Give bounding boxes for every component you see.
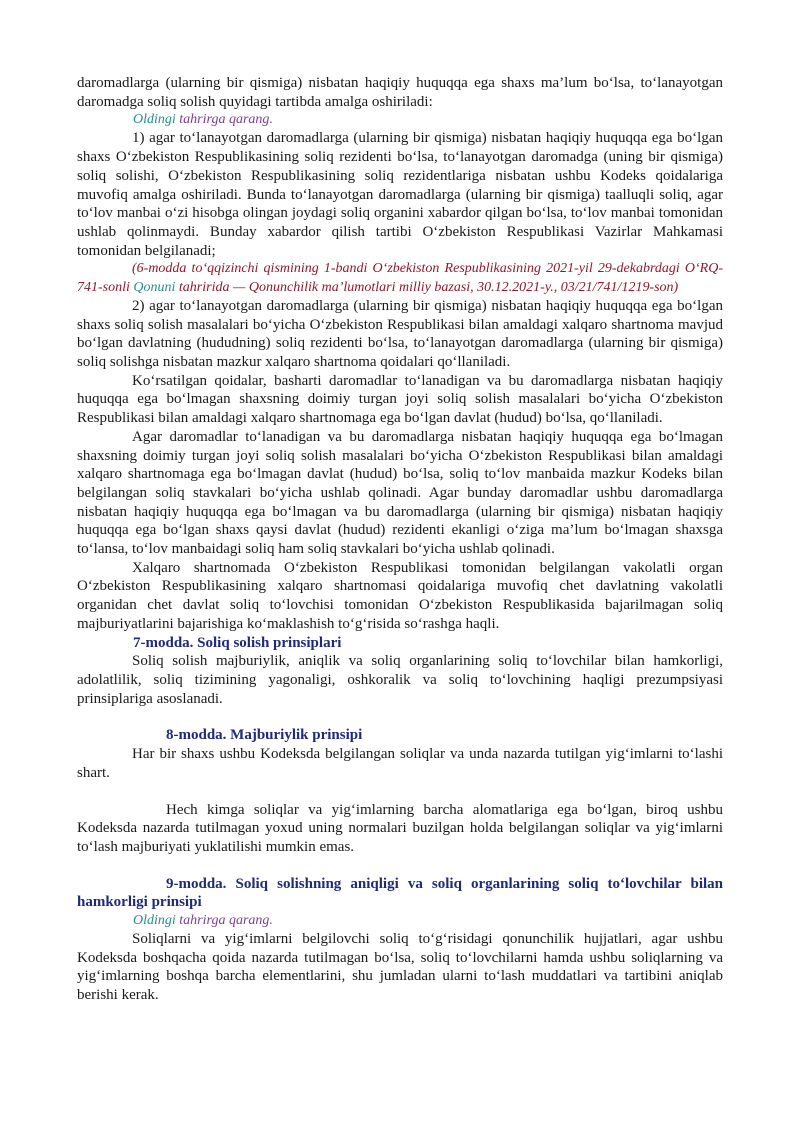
article-8-text-2: Hech kimga soliqlar va yig‘imlarning barcha alomatlariga ega bo‘lgan, biroq ushbu Kodeksda nazarda tutilmagan yoxud uning normalari buzilgan holda belgilangan soliqlar va yig‘imlarni to‘lash majburiyati yuklatilishi mumkin emas. (77, 801, 723, 855)
previous-edition-note-text: tahrirga qarang. (175, 913, 273, 929)
article-7-text: Soliq solish majburiylik, aniqlik va soliq organlarining soliq to‘lovchilar bilan hamkorligi, adolatlilik, soliq tizimining yagonaligi, oshkoralik va soliq to‘lovchining haqligi prezumpsiyasi prinsiplariga asoslanadi. (77, 653, 723, 707)
paragraph-item-2: 2) agar to‘lanayotgan daromadlarga (ularning bir qismiga) nisbatan haqiqiy huquqqa ega bo‘lgan shaxs soliq solish masalalari bo‘yicha O‘zbekiston Respublikasi bilan amaldagi xalqaro shartnoma mavjud bo‘lgan davlatning (hududning) soliq rezidenti bo‘lsa, to‘lanayotgan daromadlarga (ularning bir qismiga) soliq solishga nisbatan mazkur xalqaro shartnoma qoidalari qo‘llaniladi. (77, 297, 723, 371)
article-9-heading: 9-modda. Soliq solishning aniqligi va soliq organlarining soliq to‘lovchilar bilan hamkorligi prinsipi (77, 875, 723, 911)
spacer (77, 783, 723, 801)
article-8-heading: 8-modda. Majburiylik prinsipi (166, 727, 363, 744)
previous-edition-link[interactable]: Oldingi (133, 112, 176, 128)
previous-edition-note (133, 111, 723, 129)
paragraph-withholding: Agar daromadlar to‘lanadigan va bu daromadlarga nisbatan haqiqiy huquqqa ega bo‘lmagan shaxsning doimiy turgan joyi soliq solish masalalari bo‘yicha O‘zbekiston Respublikasi bilan amaldagi xalqaro shartnomaga ega bo‘lmagan davlat (hudud) bo‘lsa, soliq to‘lov manbaida mazkur Kodeks bilan belgilangan soliq stavkalari bo‘yicha ushlab qolinadi. Agar bunday daromadlar ushbu daromadlarga nisbatan haqiqiy huquqqa ega bo‘lmagan va bu daromadlarga (ularning bir qismiga) nisbatan haqiqiy huquqqa ega bo‘lgan shaxs qaysi davlat (hudud) rezidenti ekanligi o‘ziga ma’lum bo‘lmagan shaxsga to‘lansa, to‘lov manbaidagi soliq ham soliq stavkalari bo‘yicha ushlab qolinadi. (77, 428, 723, 558)
amendment-note-part1: (6-modda to‘qqizinchi qismining 1-bandi O‘zbekiston Respublikasining 2021-yil 29-dekabrdagi O‘RQ-741-sonli (77, 261, 723, 295)
previous-edition-note (133, 912, 723, 930)
paragraph-item-1: 1) agar to‘lanayotgan daromadlarga (ularning bir qismiga) nisbatan haqiqiy huquqqa ega bo‘lgan shaxs O‘zbekiston Respublikasining soliq rezidenti bo‘lsa, to‘lanayotgan daromadga (uning bir qismiga) soliq solishi, O‘zbekiston Respublikasining soliq rezidentlariga nisbatan ushbu Kodeks qoidalariga muvofiq amalga oshiriladi. Bunda to‘lanayotgan daromadlarga (ularning bir qismiga) taalluqli soliq, agar to‘lov manbai o‘zi hisobga olingan joydagi soliq organini xabardor qilgan bo‘lsa, to‘lov manbai tomonidan ushlab qolinmaydi. Bunday xabardor qilish tartibi O‘zbekiston Respublikasi Vazirlar Mahkamasi tomonidan belgilanadi; (77, 130, 723, 259)
paragraph-competent-authority: Xalqaro shartnomada O‘zbekiston Respublikasi tomonidan belgilangan vakolatli organ O‘zbekiston Respublikasining xalqaro shartnomasi qoidalariga muvofiq chet davlatning vakolatli organidan chet davlat soliq to‘lovchisi tomonidan O‘zbekiston Respublikasida bajarilmagan soliq majburiyatlarini bajarishiga ko‘maklashish to‘g‘risida so‘rashga haqli. (77, 559, 723, 632)
previous-edition-note-text: tahrirga qarang. (175, 112, 273, 128)
previous-edition-link[interactable]: Oldingi (133, 913, 176, 929)
article-8-text-1: Har bir shaxs ushbu Kodeksda belgilangan soliqlar va unda nazarda tutilgan yig‘imlarni to‘lashi shart. (77, 746, 723, 781)
article-7-heading: 7-modda. Soliq solish prinsiplari (133, 634, 342, 651)
paragraph-intro: daromadlarga (ularning bir qismiga) nisbatan haqiqiy huquqqa ega shaxs ma’lum bo‘lsa, to‘lanayotgan daromadga soliq solish quyidagi tartibda amalga oshiriladi: (77, 75, 723, 110)
amendment-note (77, 260, 723, 297)
amendment-note-part2: tahririda — Qonunchilik ma’lumotlari milliy bazasi, 30.12.2021-y., 03/21/741/1219-son) (175, 279, 679, 295)
spacer (77, 708, 723, 726)
paragraph-rules-applied: Ko‘rsatilgan qoidalar, basharti daromadlar to‘lanadigan va bu daromadlarga nisbatan haqiqiy huquqqa ega bo‘lmagan shaxsning doimiy turgan joyi soliq solish masalalari bo‘yicha O‘zbekiston Respublikasi bilan amaldagi xalqaro shartnomaga ega bo‘lgan davlat (hudud) bo‘lsa, qo‘llaniladi. (77, 372, 723, 427)
law-link[interactable]: Qonuni (133, 279, 176, 295)
article-9-text: Soliqlarni va yig‘imlarni belgilovchi soliq to‘g‘risidagi qonunchilik hujjatlari, agar ushbu Kodeksda boshqacha qoida nazarda tutilmagan bo‘lsa, soliq to‘lovchilarni hamda ushbu soliqlarning va yig‘imlarning boshqa barcha elementlarini, shu jumladan ularni to‘lash muddatlari va tartibini aniqlab berishi kerak. (77, 931, 723, 1004)
spacer (77, 857, 723, 875)
